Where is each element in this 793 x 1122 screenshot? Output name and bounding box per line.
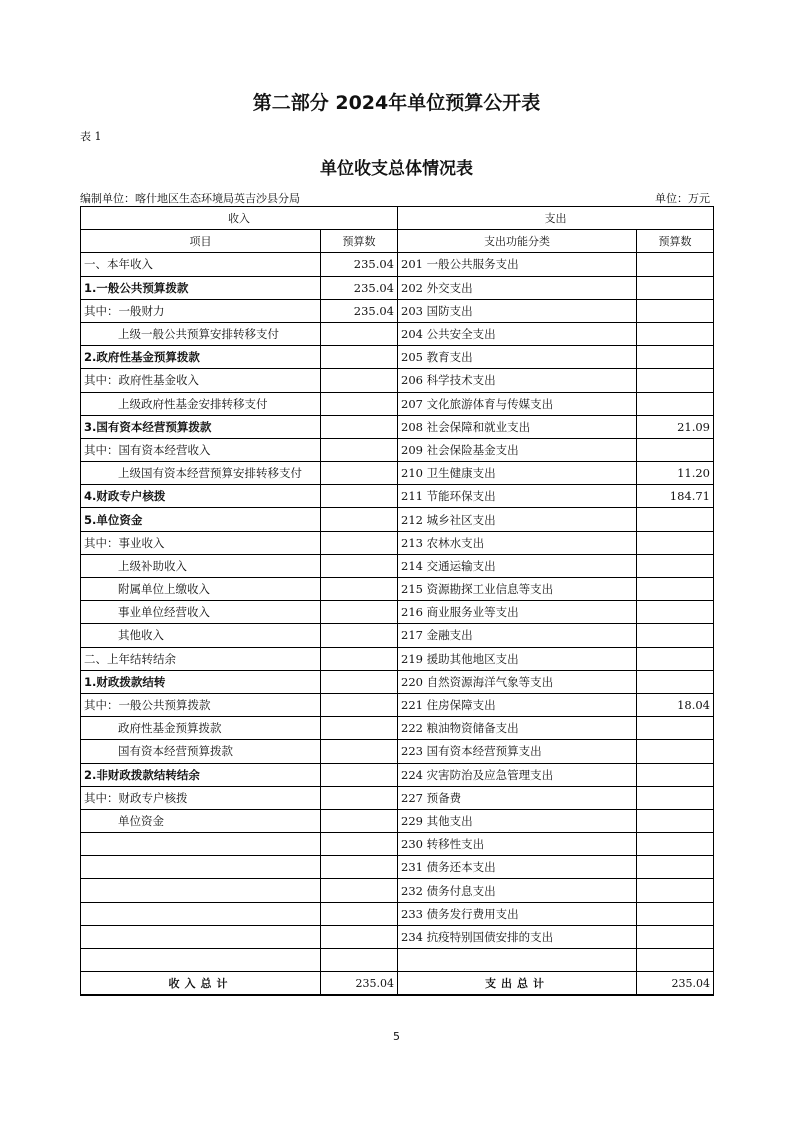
table-title: 单位收支总体情况表 xyxy=(320,159,473,179)
table-row xyxy=(81,624,714,647)
income-budget-cell xyxy=(321,462,398,485)
expense-item-cell: 230 转移性支出 xyxy=(398,833,637,856)
expense-item-cell: 211 节能环保支出 xyxy=(398,485,637,508)
page-title: 第二部分 2024年单位预算公开表 xyxy=(252,92,541,114)
table-row xyxy=(81,578,714,601)
income-budget-cell: 235.04 xyxy=(321,276,398,299)
income-budget-cell: 235.04 xyxy=(321,253,398,276)
income-item-cell: 其中：财政专户核拨 xyxy=(81,786,321,809)
unit-label: 编制单位：喀什地区生态环境局英吉沙县分局 xyxy=(80,192,300,205)
income-item-cell: 2.非财政拨款结转结余 xyxy=(81,763,321,786)
income-budget-cell xyxy=(321,670,398,693)
income-item-cell: 其他收入 xyxy=(81,624,321,647)
income-item-cell: 其中：国有资本经营收入 xyxy=(81,438,321,461)
table-row xyxy=(81,693,714,716)
table-row xyxy=(81,346,714,369)
expense-item-cell: 203 国防支出 xyxy=(398,299,637,322)
table-row xyxy=(81,508,714,531)
expense-item-cell: 233 债务发行费用支出 xyxy=(398,902,637,925)
table-row xyxy=(81,276,714,299)
table-row xyxy=(81,879,714,902)
table-row xyxy=(81,740,714,763)
expense-item-cell: 224 灾害防治及应急管理支出 xyxy=(398,763,637,786)
table-row xyxy=(81,485,714,508)
expense-item-cell: 205 教育支出 xyxy=(398,346,637,369)
expense-budget-cell xyxy=(637,554,714,577)
income-item-cell: 上级一般公共预算安排转移支付 xyxy=(81,322,321,345)
income-budget-cell xyxy=(321,925,398,948)
table-row xyxy=(81,299,714,322)
expense-item-cell: 206 科学技术支出 xyxy=(398,369,637,392)
expense-budget-cell xyxy=(637,369,714,392)
income-budget-cell xyxy=(321,578,398,601)
income-item-cell: 1.财政拨款结转 xyxy=(81,670,321,693)
expense-item-cell: 234 抗疫特别国债安排的支出 xyxy=(398,925,637,948)
expense-budget-cell xyxy=(637,624,714,647)
expense-item-cell: 229 其他支出 xyxy=(398,809,637,832)
income-budget-cell xyxy=(321,647,398,670)
income-budget-cell xyxy=(321,693,398,716)
expense-budget-cell xyxy=(637,276,714,299)
total-row xyxy=(81,972,714,996)
table-row xyxy=(81,322,714,345)
expense-item-cell: 208 社会保障和就业支出 xyxy=(398,415,637,438)
income-item-cell: 国有资本经营预算拨款 xyxy=(81,740,321,763)
expense-item-cell: 220 自然资源海洋气象等支出 xyxy=(398,670,637,693)
income-item-cell: 单位资金 xyxy=(81,809,321,832)
income-item-cell: 1.一般公共预算拨款 xyxy=(81,276,321,299)
income-item-cell: 5.单位资金 xyxy=(81,508,321,531)
income-item-cell: 上级政府性基金安排转移支付 xyxy=(81,392,321,415)
expense-budget-cell xyxy=(637,809,714,832)
table-row xyxy=(81,833,714,856)
income-item-cell: 2.政府性基金预算拨款 xyxy=(81,346,321,369)
income-item-cell: 事业单位经营收入 xyxy=(81,601,321,624)
table-group-header xyxy=(81,207,714,230)
expense-budget-cell xyxy=(637,949,714,972)
table-row xyxy=(81,601,714,624)
expense-budget-cell xyxy=(637,647,714,670)
expense-item-cell: 215 资源勘探工业信息等支出 xyxy=(398,578,637,601)
expense-budget-cell: 184.71 xyxy=(637,485,714,508)
income-budget-cell xyxy=(321,833,398,856)
expense-budget-cell xyxy=(637,346,714,369)
expense-budget-cell xyxy=(637,531,714,554)
expense-item-cell: 204 公共安全支出 xyxy=(398,322,637,345)
income-budget-cell xyxy=(321,949,398,972)
income-budget-cell xyxy=(321,879,398,902)
expense-item-cell: 217 金融支出 xyxy=(398,624,637,647)
income-item-cell: 其中：一般公共预算拨款 xyxy=(81,693,321,716)
table-row xyxy=(81,856,714,879)
expense-item-cell: 207 文化旅游体育与传媒支出 xyxy=(398,392,637,415)
income-budget-cell xyxy=(321,531,398,554)
table-row xyxy=(81,531,714,554)
col-budget2-header: 预算数 xyxy=(637,230,714,253)
income-budget-cell: 235.04 xyxy=(321,299,398,322)
expense-item-cell: 219 援助其他地区支出 xyxy=(398,647,637,670)
table-row xyxy=(81,717,714,740)
expense-budget-cell xyxy=(637,833,714,856)
income-budget-cell xyxy=(321,554,398,577)
table-row xyxy=(81,763,714,786)
income-budget-cell xyxy=(321,809,398,832)
expense-item-cell xyxy=(398,949,637,972)
table-row xyxy=(81,415,714,438)
income-item-cell: 政府性基金预算拨款 xyxy=(81,717,321,740)
income-budget-cell xyxy=(321,717,398,740)
expense-budget-cell xyxy=(637,438,714,461)
table-column-header xyxy=(81,230,714,253)
income-budget-cell xyxy=(321,624,398,647)
table-row xyxy=(81,462,714,485)
expense-item-cell: 213 农林水支出 xyxy=(398,531,637,554)
income-item-cell: 上级国有资本经营预算安排转移支付 xyxy=(81,462,321,485)
expense-item-cell: 201 一般公共服务支出 xyxy=(398,253,637,276)
income-budget-cell xyxy=(321,740,398,763)
table-row xyxy=(81,392,714,415)
expense-budget-cell xyxy=(637,392,714,415)
table-row xyxy=(81,902,714,925)
income-budget-cell xyxy=(321,415,398,438)
income-budget-cell xyxy=(321,856,398,879)
income-item-cell xyxy=(81,925,321,948)
income-item-cell xyxy=(81,833,321,856)
table-row xyxy=(81,438,714,461)
expense-budget-cell: 18.04 xyxy=(637,693,714,716)
table-number: 表 1 xyxy=(80,130,102,143)
expense-budget-cell xyxy=(637,578,714,601)
income-item-cell: 其中：一般财力 xyxy=(81,299,321,322)
income-item-cell xyxy=(81,879,321,902)
budget-table xyxy=(80,206,714,996)
currency-label: 单位：万元 xyxy=(655,192,710,205)
income-item-cell: 3.国有资本经营预算拨款 xyxy=(81,415,321,438)
table-row xyxy=(81,925,714,948)
expense-budget-cell xyxy=(637,601,714,624)
income-budget-cell xyxy=(321,508,398,531)
income-budget-cell xyxy=(321,346,398,369)
table-row xyxy=(81,253,714,276)
expense-item-cell: 223 国有资本经营预算支出 xyxy=(398,740,637,763)
expense-item-cell: 221 住房保障支出 xyxy=(398,693,637,716)
expense-total-value: 235.04 xyxy=(637,972,714,996)
expense-item-cell: 232 债务付息支出 xyxy=(398,879,637,902)
expense-budget-cell: 21.09 xyxy=(637,415,714,438)
income-item-cell: 附属单位上缴收入 xyxy=(81,578,321,601)
expense-item-cell: 210 卫生健康支出 xyxy=(398,462,637,485)
expense-item-cell: 231 债务还本支出 xyxy=(398,856,637,879)
table-row xyxy=(81,369,714,392)
income-budget-cell xyxy=(321,786,398,809)
expense-budget-cell xyxy=(637,740,714,763)
page-number: 5 xyxy=(393,1030,400,1043)
income-item-cell xyxy=(81,902,321,925)
table-row xyxy=(81,949,714,972)
income-item-cell: 二、上年结转结余 xyxy=(81,647,321,670)
income-item-cell xyxy=(81,949,321,972)
col-budget-header: 预算数 xyxy=(321,230,398,253)
expense-budget-cell xyxy=(637,717,714,740)
income-budget-cell xyxy=(321,902,398,925)
income-budget-cell xyxy=(321,438,398,461)
income-budget-cell xyxy=(321,369,398,392)
expense-budget-cell xyxy=(637,299,714,322)
income-item-cell: 其中：政府性基金收入 xyxy=(81,369,321,392)
expense-budget-cell xyxy=(637,670,714,693)
col-item-header: 项目 xyxy=(81,230,321,253)
table-row xyxy=(81,647,714,670)
income-budget-cell xyxy=(321,322,398,345)
expense-item-cell: 212 城乡社区支出 xyxy=(398,508,637,531)
income-budget-cell xyxy=(321,485,398,508)
expense-item-cell: 202 外交支出 xyxy=(398,276,637,299)
expense-budget-cell xyxy=(637,856,714,879)
income-item-cell: 其中：事业收入 xyxy=(81,531,321,554)
table-row xyxy=(81,670,714,693)
income-total-value: 235.04 xyxy=(321,972,398,996)
table-row xyxy=(81,554,714,577)
expense-budget-cell xyxy=(637,786,714,809)
income-header: 收入 xyxy=(81,207,398,230)
expense-budget-cell xyxy=(637,925,714,948)
income-item-cell: 上级补助收入 xyxy=(81,554,321,577)
expense-budget-cell xyxy=(637,763,714,786)
meta-row xyxy=(80,190,712,206)
expense-budget-cell xyxy=(637,322,714,345)
expense-item-cell: 227 预备费 xyxy=(398,786,637,809)
expense-budget-cell: 11.20 xyxy=(637,462,714,485)
expense-budget-cell xyxy=(637,253,714,276)
expense-total-label: 支出总计 xyxy=(398,972,637,996)
expense-header: 支出 xyxy=(398,207,714,230)
expense-item-cell: 214 交通运输支出 xyxy=(398,554,637,577)
col-func-header: 支出功能分类 xyxy=(398,230,637,253)
income-total-label: 收入总计 xyxy=(81,972,321,996)
expense-item-cell: 222 粮油物资储备支出 xyxy=(398,717,637,740)
income-item-cell: 4.财政专户核拨 xyxy=(81,485,321,508)
expense-budget-cell xyxy=(637,902,714,925)
income-budget-cell xyxy=(321,392,398,415)
table-row xyxy=(81,786,714,809)
income-item-cell: 一、本年收入 xyxy=(81,253,321,276)
income-budget-cell xyxy=(321,601,398,624)
income-budget-cell xyxy=(321,763,398,786)
expense-budget-cell xyxy=(637,508,714,531)
income-item-cell xyxy=(81,856,321,879)
expense-budget-cell xyxy=(637,879,714,902)
table-row xyxy=(81,809,714,832)
expense-item-cell: 209 社会保险基金支出 xyxy=(398,438,637,461)
expense-item-cell: 216 商业服务业等支出 xyxy=(398,601,637,624)
